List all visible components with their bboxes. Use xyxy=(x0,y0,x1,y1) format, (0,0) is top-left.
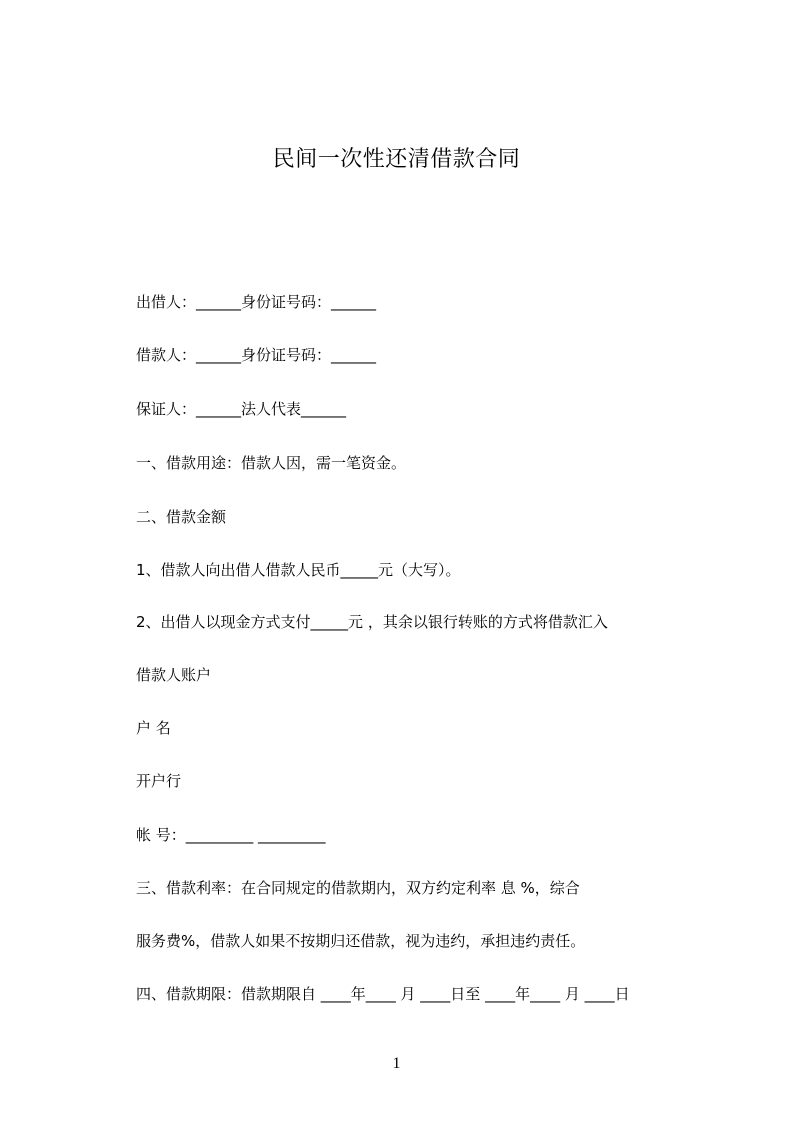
loan-amount-heading: 二、借款金额 xyxy=(136,508,227,526)
loan-term-clause: 四、借款期限：借款期限自 ____年____ 月 ____日至 ____年____ 月 ____日 xyxy=(136,985,630,1003)
page-number: 1 xyxy=(392,1055,401,1072)
loan-amount-clause-2: 2、出借人以现金方式支付_____元 ，其余以银行转账的方式将借款汇入 xyxy=(136,613,608,631)
loan-purpose: 一、借款用途：借款人因，需一笔资金。 xyxy=(136,454,407,472)
borrower-line: 借款人：______身份证号码：______ xyxy=(136,346,377,364)
lender-line: 出借人：______身份证号码：______ xyxy=(136,293,377,311)
bank-label: 开户行 xyxy=(136,772,182,790)
interest-rate-clause-cont: 服务费%，借款人如果不按期归还借款，视为违约，承担违约责任。 xyxy=(136,932,586,950)
loan-amount-clause-1: 1、借款人向出借人借款人民币_____元（大写）。 xyxy=(136,561,461,579)
interest-rate-clause: 三、借款利率：在合同规定的借款期内，双方约定利率 息 %，综合 xyxy=(136,879,580,897)
account-name-label: 户 名 xyxy=(136,719,171,737)
account-number-line: 帐 号：_________ _________ xyxy=(136,826,326,844)
guarantor-line: 保证人：______法人代表______ xyxy=(136,400,347,418)
document-title: 民间一次性还清借款合同 xyxy=(272,147,521,172)
borrower-account-label: 借款人账户 xyxy=(136,666,212,684)
